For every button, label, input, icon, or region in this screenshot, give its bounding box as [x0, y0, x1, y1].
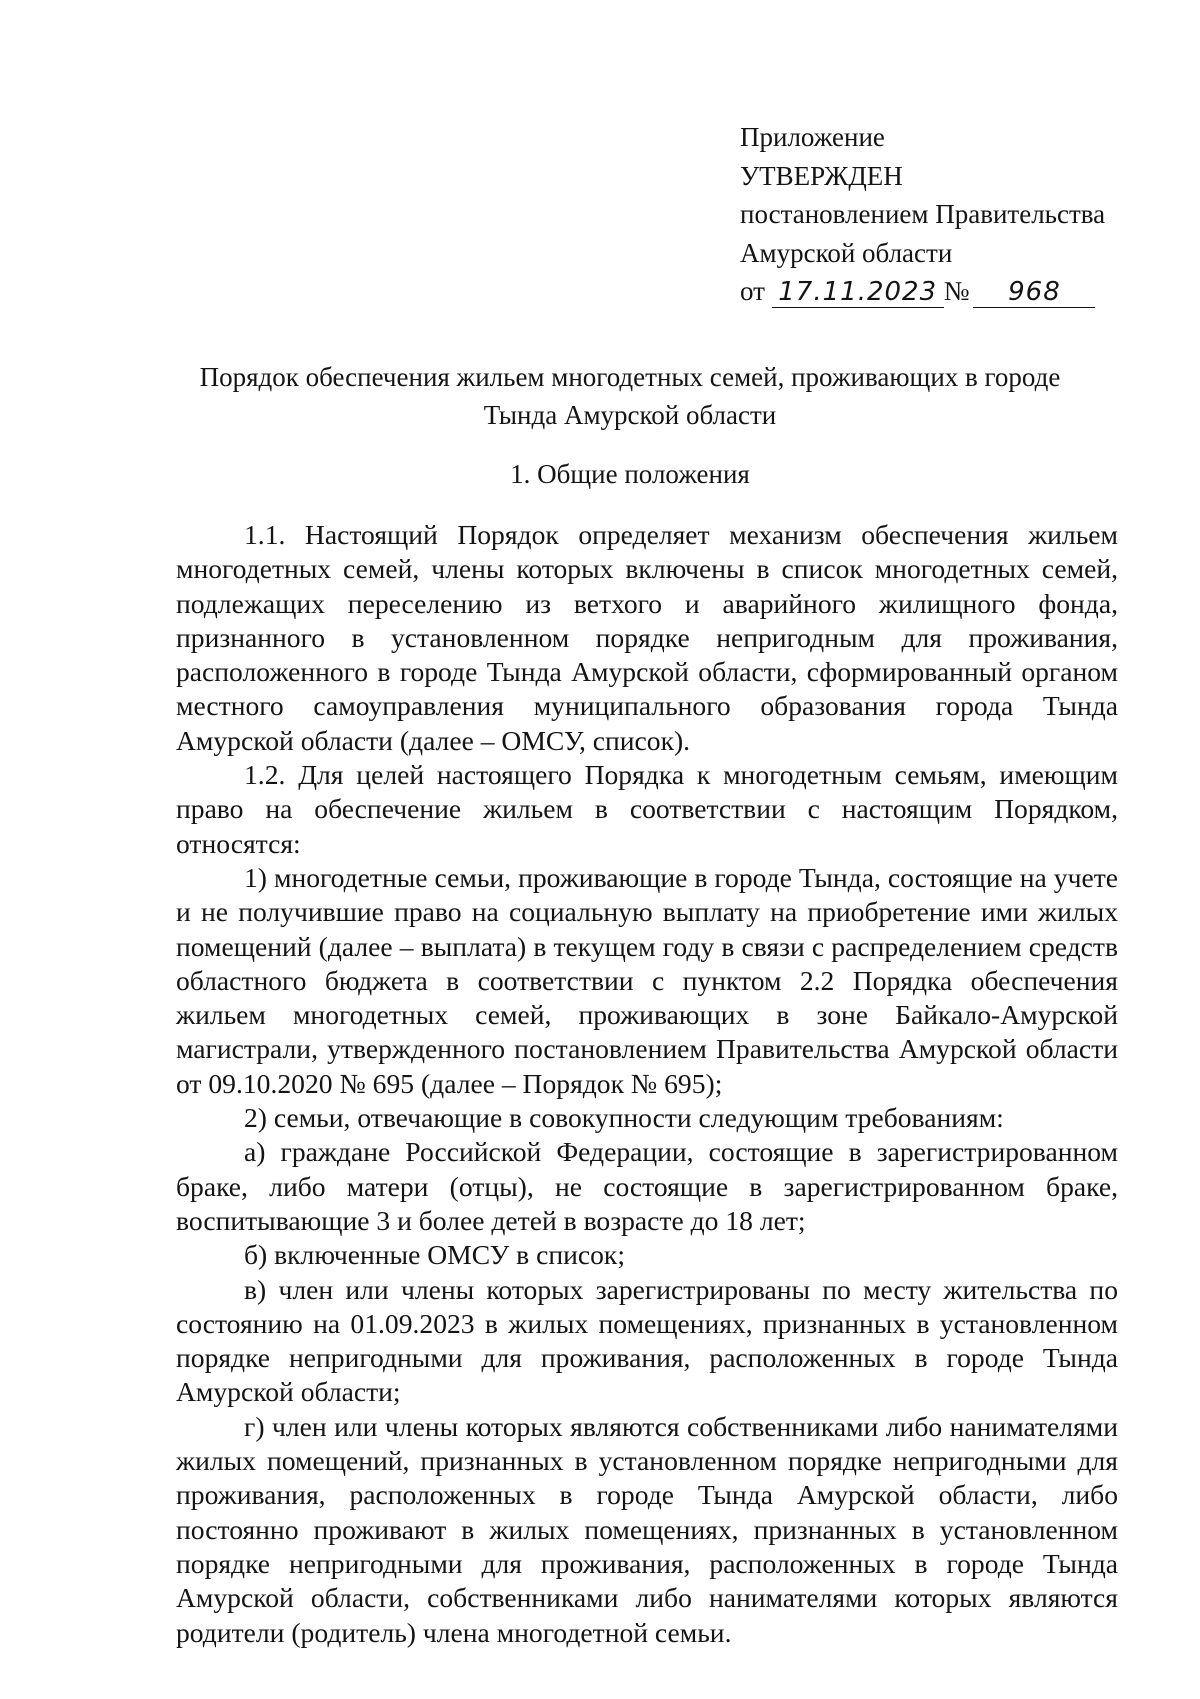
section-heading: 1. Общие положения: [510, 459, 750, 489]
handwritten-date: 17.11.2023: [778, 277, 938, 307]
date-field: [772, 276, 944, 308]
approval-date-number-line: [740, 272, 1105, 311]
paragraph-1-1: 1.1. Настоящий Порядок определяет механизм обеспечения жильем многодетных семей, члены которых включены в список многодетных семей, подлежащих переселению из ветхого и аварийного жилищного фонда, признанного в установленном порядке непригодным для проживания, расположенного в городе Тында Амурской области, сформированный органом местного самоуправления муниципального образования города Тында Амурской области (далее – ОМСУ, список).: [176, 519, 1118, 756]
number-sign: №: [943, 276, 970, 306]
document-body: [176, 518, 1118, 1650]
approved-label: УТВЕРЖДЕН: [740, 160, 903, 191]
document-title-line-1: Порядок обеспечения жильем многодетных семей, проживающих в городе: [199, 362, 1061, 392]
list-item-1: 1) многодетные семьи, проживающие в городе Тында, состоящие на учете и не получившие право на социальную выплату на приобретение ими жилых помещений (далее – выплата) в текущем году в связи с распределением средств областного бюджета в соответствии с пунктом 2.2 Порядка обеспечения жильем многодетных семей, проживающих в зоне Байкало-Амурской магистрали, утвержденного постановлением Правительства Амурской области от 09.10.2020 № 695 (далее – Порядок № 695);: [176, 861, 1118, 1099]
sub-item-a: а) граждане Российской Федерации, состоящие в зарегистрированном браке, либо матери (отцы), не состоящие в зарегистрированном браке, воспитывающие 3 и более детей в возрасте до 18 лет;: [176, 1136, 1118, 1236]
list-item-2: 2) семьи, отвечающие в совокупности следующим требованиям:: [244, 1102, 1004, 1134]
paragraph-1-2: 1.2. Для целей настоящего Порядка к многодетным семьям, имеющим право на обеспечение жильем в соответствии с настоящим Порядком, относятся:: [176, 759, 1118, 859]
sub-item-g: г) член или члены которых являются собственниками либо нанимателями жилых помещений, признанных в установленном порядке непригодными для проживания, расположенных в городе Тында Амурской области, либо постоянно проживают в жилых помещениях, признанных в установленном порядке непригодными для проживания, расположенных в городе Тында Амурской области, собственниками либо нанимателями которых являются родители (родитель) члена многодетной семьи.: [176, 1410, 1118, 1648]
sub-item-b: б) включенные ОМСУ в список;: [244, 1239, 626, 1271]
approval-region-line: Амурской области: [740, 237, 953, 268]
from-label: от: [740, 276, 765, 306]
appendix-label: Приложение: [740, 122, 885, 152]
approval-stamp-block: [740, 118, 1105, 311]
approval-authority-line: постановлением Правительства: [740, 199, 1106, 229]
sub-item-v: в) член или члены которых зарегистрированы по месту жительства по состоянию на 01.09.2023 в жилых помещениях, признанных в установленном порядке непригодными для проживания, расположенных в городе Тында Амурской области;: [176, 1273, 1118, 1408]
document-title-line-2: Тында Амурской области: [483, 400, 777, 430]
document-title: [150, 358, 1110, 434]
handwritten-number: 968: [1008, 277, 1061, 307]
number-field: [973, 276, 1095, 308]
